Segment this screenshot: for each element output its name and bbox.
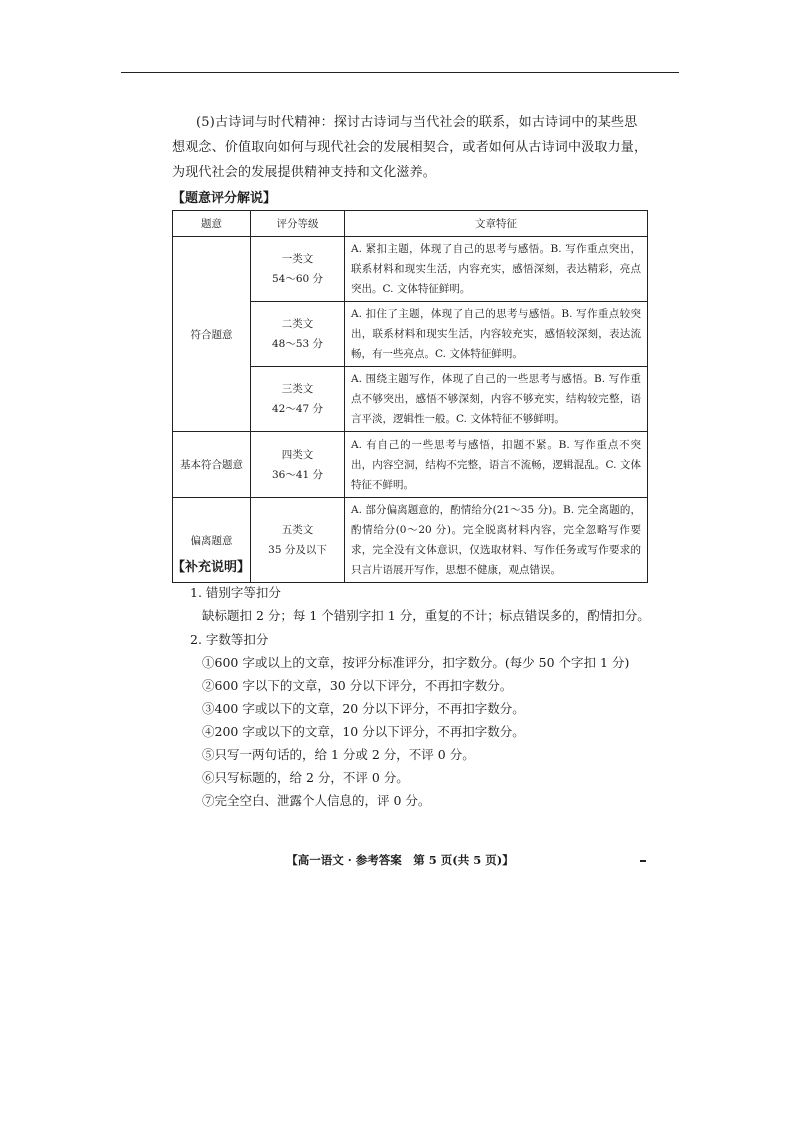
grade-cell [251,367,345,432]
grade-cell [251,237,345,302]
grade-range: 42～47 分 [271,403,324,415]
feature-cell: A. 紧扣主题，体现了自己的思考与感悟。B. 写作重点突出，联系材料和现实生活，内容充实，感悟深刻，表达精彩，亮点突出。C. 文体特征鲜明。 [345,237,648,302]
grade-label: 一类文 [281,253,314,265]
category-cell: 基本符合题意 [173,432,251,498]
feature-cell: A. 有自己的一些思考与感悟，扣题不紧。B. 写作重点不突出，内容空洞，结构不完整，语言不流畅，逻辑混乱。C. 文体特征不鲜明。 [345,432,648,498]
corner-mark [640,860,646,862]
table-row [173,237,648,302]
feature-cell: A. 部分偏离题意的，酌情给分(21～35 分)。B. 完全离题的，酌情给分(0～20 分)。完全脱离材料内容，完全忽略写作要求，完全没有文体意识，仅选取材料、写作任务或写作要求的只言片语展开写作，思想不健康，观点错误。 [345,498,648,583]
intro-paragraph: (5)古诗词与时代精神：探讨古诗词与当代社会的联系，如古诗词中的某些思想观念、价值取向如何与现代社会的发展相契合，或者如何从古诗词中汲取力量，为现代社会的发展提供精神支持和文化滋养。 [172,115,648,180]
supplement-title: 【补充说明】 [172,560,251,575]
list-item: ⑦完全空白、泄露个人信息的，评 0 分。 [202,793,431,808]
grade-cell [251,432,345,498]
grade-label: 五类文 [281,524,314,536]
grade-label: 三类文 [281,383,314,395]
category-cell: 符合题意 [173,237,251,432]
grade-range: 35 分及以下 [268,544,327,556]
item1-text: 缺标题扣 2 分；每 1 个错别字扣 1 分，重复的不计；标点错误多的，酌情扣分。 [202,608,650,623]
feature-cell: A. 扣住了主题，体现了自己的思考与感悟。B. 写作重点较突出，联系材料和现实生活，内容较充实，感悟较深刻，表达流畅，有一些亮点。C. 文体特征鲜明。 [345,302,648,367]
grade-range: 36～41 分 [271,468,324,481]
rubric-title: 【题意评分解说】 [172,191,277,206]
list-item: ②600 字以下的文章，30 分以下评分，不再扣字数分。 [202,678,513,693]
grade-cell [251,498,345,583]
header-cell: 评分等级 [251,211,345,237]
feature-cell: A. 围绕主题写作，体现了自己的一些思考与感悟。B. 写作重点不够突出，感悟不够深刻，内容不够充实，结构较完整，语言平淡，逻辑性一般。C. 文体特征不够鲜明。 [345,367,648,432]
category-cell: 偏离题意 [173,498,251,583]
rubric-table [172,210,648,583]
top-rule [121,72,679,73]
grade-label: 二类文 [281,318,314,330]
grade-label: 四类文 [281,448,314,461]
grade-range: 54～60 分 [271,273,324,285]
header-cell: 题意 [173,211,251,237]
supplement-list [190,580,660,812]
list-item: ⑤只写一两句话的，给 1 分或 2 分，不评 0 分。 [202,747,475,762]
header-cell: 文章特征 [345,211,648,237]
list-item: ⑥只写标题的，给 2 分，不评 0 分。 [202,770,409,785]
page-footer: 【高一语文 · 参考答案 第 5 页(共 5 页)】 [286,853,514,867]
grade-cell [251,302,345,367]
grade-range: 48～53 分 [271,338,324,350]
item1-title: 1. 错别字等扣分 [190,585,281,600]
list-item: ④200 字或以下的文章，10 分以下评分，不再扣字数分。 [202,724,525,739]
table-header-row [173,211,648,237]
item2-title: 2. 字数等扣分 [190,632,269,647]
list-item: ①600 字或以上的文章，按评分标准评分，扣字数分。(每少 50 个字扣 1 分) [202,655,630,670]
table-row [173,432,648,498]
list-item: ③400 字或以下的文章，20 分以下评分，不再扣字数分。 [202,701,525,716]
